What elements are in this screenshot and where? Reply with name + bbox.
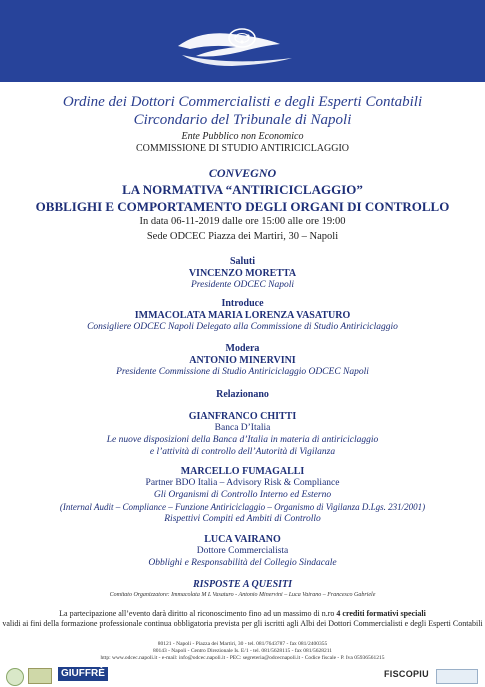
event-title-line2: OBBLIGHI E COMPORTAMENTO DEGLI ORGANI DI CONTROLLO <box>35 199 450 214</box>
saluti-heading: Saluti <box>229 256 255 267</box>
introduce-speaker-name: IMMACOLATA MARIA LORENZA VASATURO <box>134 310 351 321</box>
speaker3-affiliation: Dottore Commercialista <box>196 546 289 556</box>
introduce-speaker-role: Consigliere ODCEC Napoli Delegato alla Commissione di Studio Antiriciclaggio <box>87 322 398 332</box>
event-date: In data 06-11-2019 dalle ore 15:00 alle ore 19:00 <box>139 216 346 227</box>
contact-line3: http: www.odcec.napoli.it - e-mail: info@odcec.napoli.it - PEC: segreteria@odcecnapoli.it - Codice fiscale - P. Iva 05936561215 <box>100 655 385 661</box>
credits-line1: La partecipazione all’evento darà diritto al riconoscimento fino ad un massimo di n.ro 4 crediti formativi speciali <box>59 609 426 618</box>
qa-heading: RISPOSTE A QUESITI <box>192 579 293 590</box>
event-venue: Sede ODCEC Piazza dei Martiri, 30 – Napoli <box>146 231 339 242</box>
fiscopiu-logo: FISCOPIU <box>384 669 429 679</box>
introduce-heading: Introduce <box>221 298 264 309</box>
partner-badge-icon <box>28 668 52 684</box>
giuffre-logo: GIUFFRÈ <box>58 667 108 681</box>
speaker1-topic-line1: Le nuove disposizioni della Banca d’Italia in materia di antiriciclaggio <box>106 435 379 445</box>
org-name-line2: Circondario del Tribunale di Napoli <box>133 112 352 128</box>
contact-line2: 80143 - Napoli - Centro Direzionale Is. E/1 - tel. 081/5628115 - fax 081/5628211 <box>152 648 333 654</box>
modera-speaker-role: Presidente Commissione di Studio Antiriciclaggio ODCEC Napoli <box>116 367 369 377</box>
sponsor-bar <box>0 664 485 687</box>
modera-heading: Modera <box>225 343 260 354</box>
contact-line1: 80121 - Napoli - Piazza dei Martiri, 30 - tel. 081/7643787 - fax 081/2400355 <box>157 641 328 647</box>
event-type: CONVEGNO <box>208 166 277 180</box>
modera-speaker-name: ANTONIO MINERVINI <box>189 355 296 366</box>
speaker2-affiliation: Partner BDO Italia – Advisory Risk & Compliance <box>145 478 340 488</box>
speaker1-affiliation: Banca D’Italia <box>214 423 271 433</box>
saluti-speaker-name: VINCENZO MORETTA <box>188 268 297 279</box>
relazionano-heading: Relazionano <box>216 389 269 400</box>
commission-name: COMMISSIONE DI STUDIO ANTIRICICLAGGIO <box>135 143 350 154</box>
speaker2-topic-line1: Gli Organismi di Controllo Interno ed Esterno <box>153 490 332 500</box>
speaker2-name: MARCELLO FUMAGALLI <box>180 466 305 477</box>
speaker2-topic-line2: (Internal Audit – Compliance – Funzione Antiriciclaggio – Organismo di Vigilanza D.Lgs. 231/2001) <box>59 502 426 512</box>
speaker2-topic-line3: Rispettivi Compiti ed Ambiti di Controllo <box>164 514 321 524</box>
speaker3-name: LUCA VAIRANO <box>204 534 281 545</box>
org-subtitle: Ente Pubblico non Economico <box>181 131 304 142</box>
partner-logo-icon <box>436 669 478 684</box>
org-name-line1: Ordine dei Dottori Commercialisti e degli Esperti Contabili <box>62 94 423 110</box>
organizing-committee: Comitato Organizzatore: Immacolata M L Vasaturo - Antonio Minervini – Luca Vairano – Francesco Gabriele <box>109 592 376 598</box>
speaker3-topic-line1: Obblighi e Responsabilità del Collegio Sindacale <box>148 558 337 568</box>
speaker1-topic-line2: e l’attività di controllo dell’Autorità di Vigilanza <box>149 447 336 457</box>
odcec-logo-icon <box>0 0 485 82</box>
header-banner <box>0 0 485 82</box>
saluti-speaker-role: Presidente ODCEC Napoli <box>190 280 295 290</box>
event-title-line1: LA NORMATIVA “ANTIRICICLAGGIO” <box>122 182 363 197</box>
partner-seal-icon <box>6 668 24 686</box>
speaker1-name: GIANFRANCO CHITTI <box>188 411 297 422</box>
credits-line2: validi ai fini della formazione professionale continua obbligatoria prevista per gli iscritti agli Albi dei Dottori Commercialisti e degli Esperti Contabili <box>2 619 483 628</box>
